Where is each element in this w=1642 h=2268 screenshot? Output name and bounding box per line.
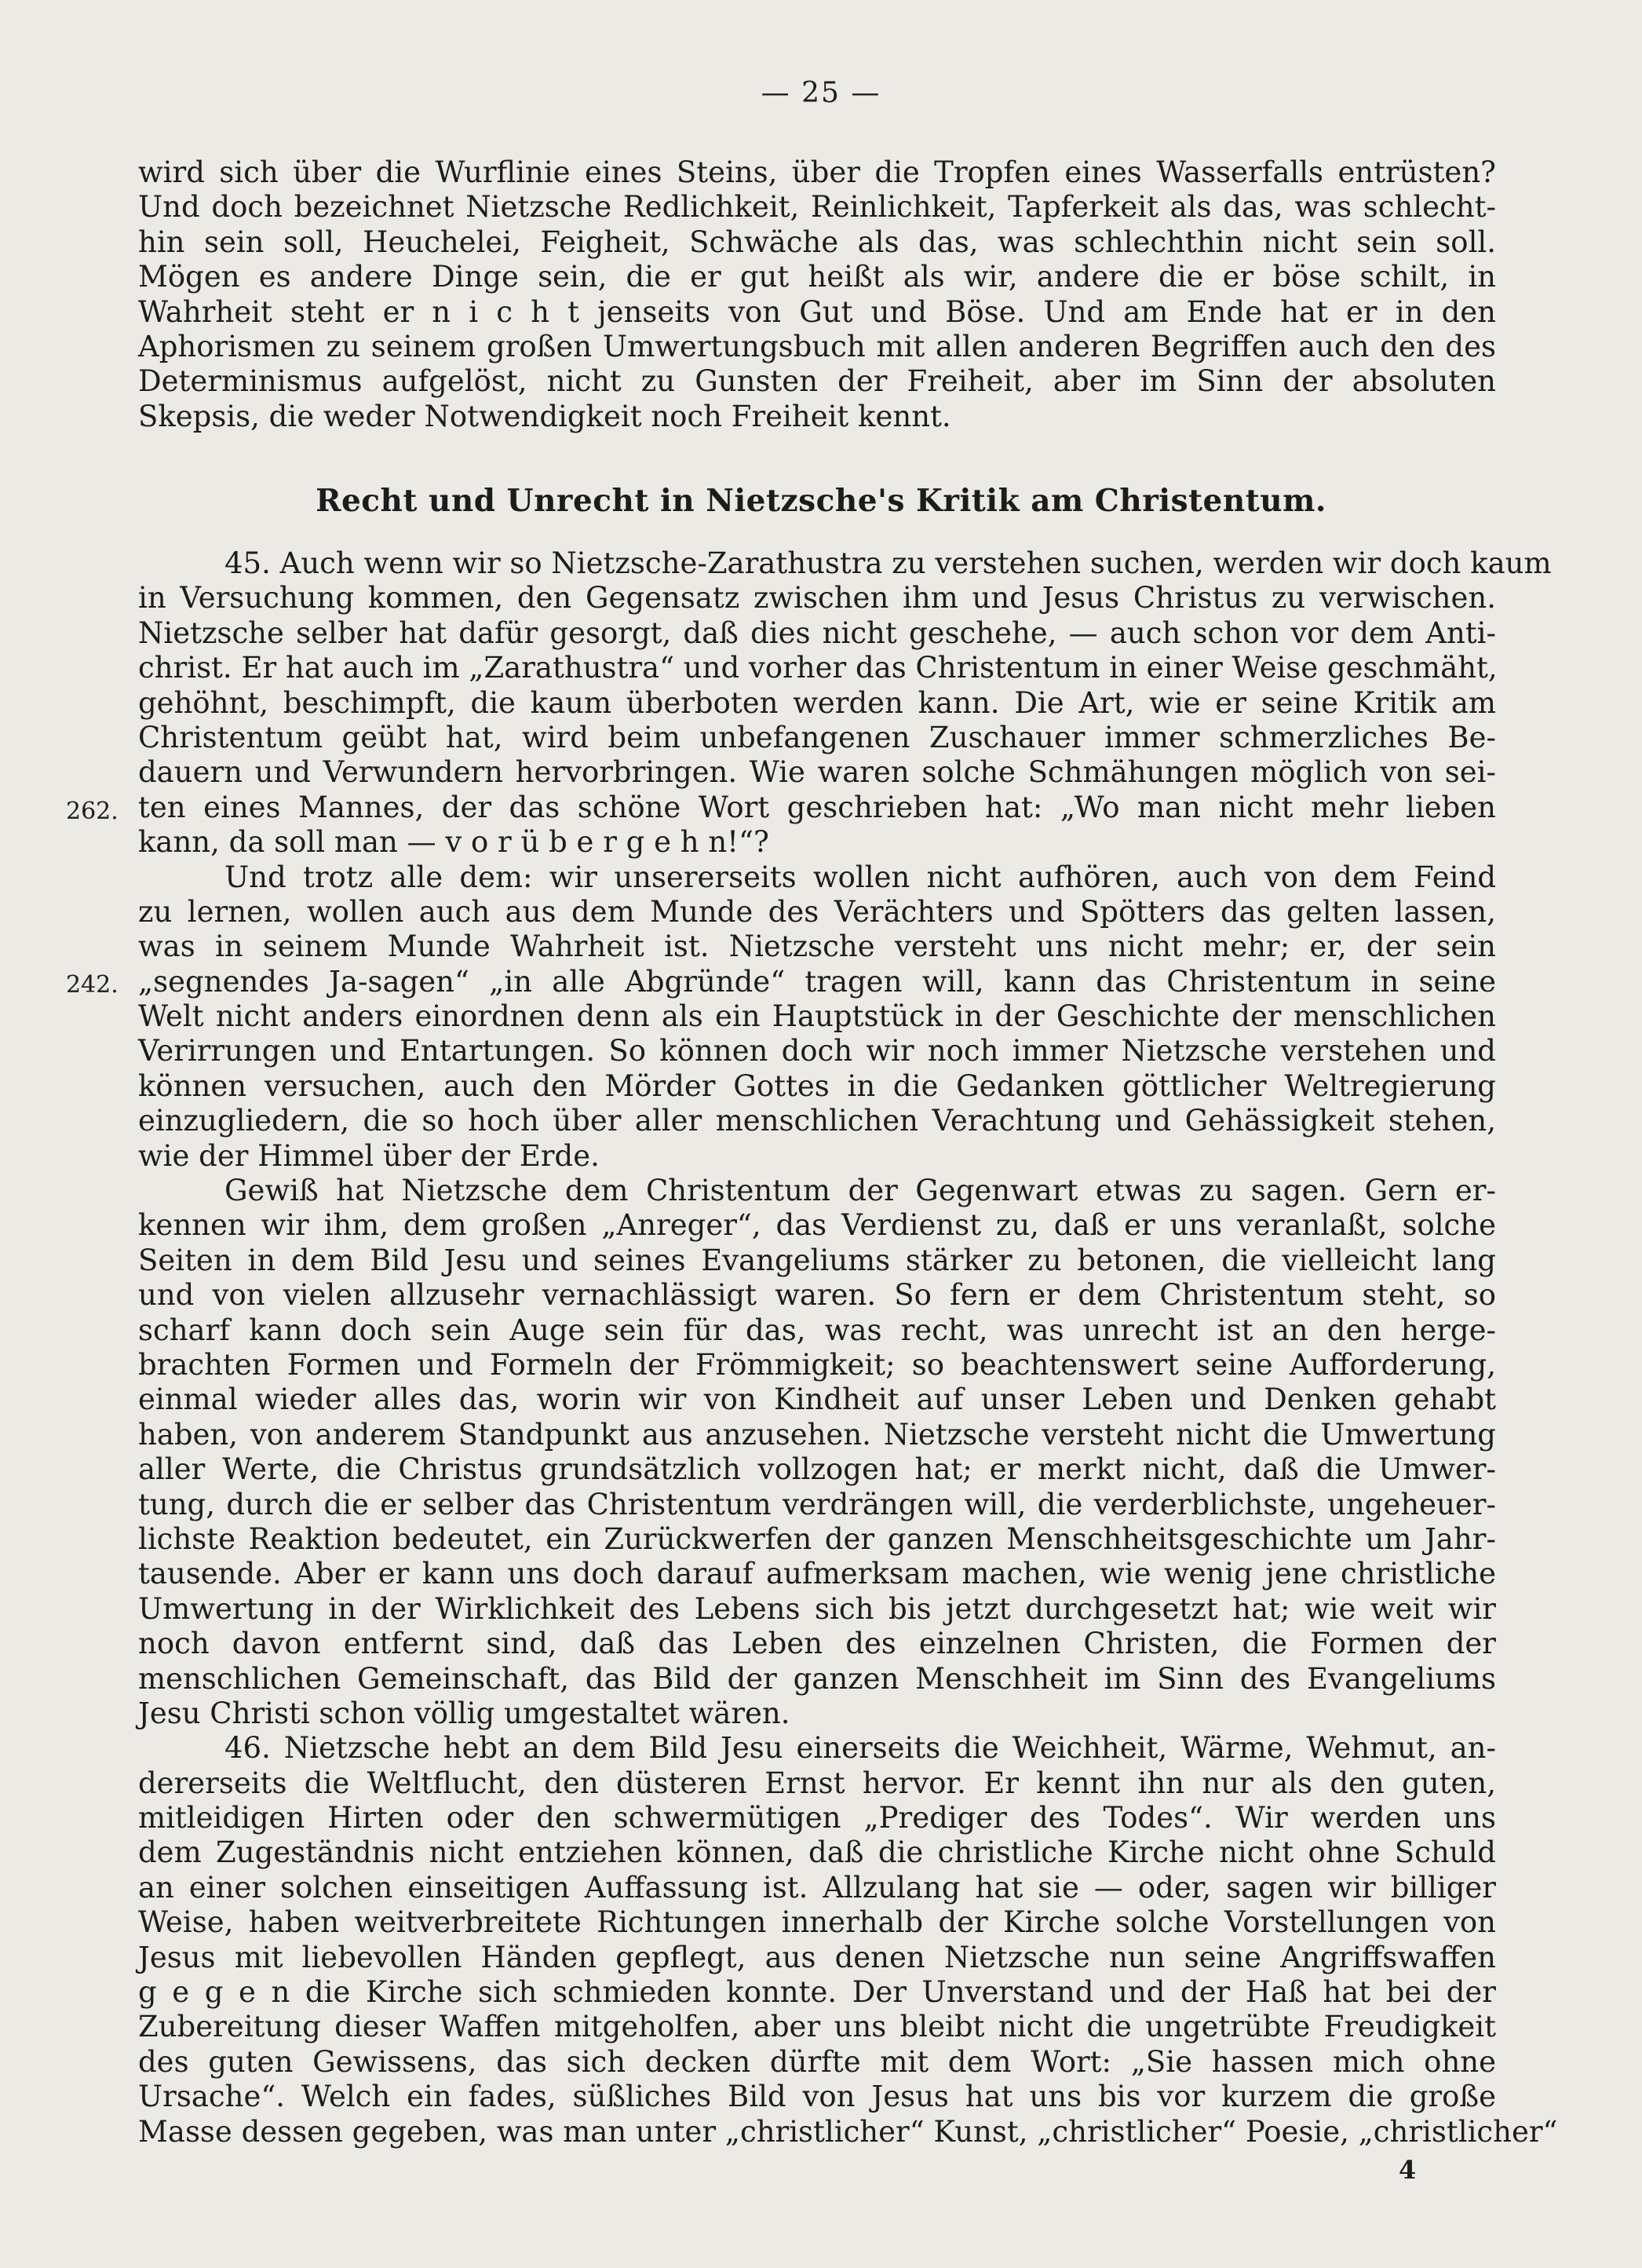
text-line: 45. Auch wenn wir so Nietzsche-Zarathustra zu verstehen suchen, werden wir doch kaum bbox=[224, 546, 1552, 580]
text-line: Gewiß hat Nietzsche dem Christentum der Gegenwart etwas zu sagen. Gern er- bbox=[224, 1174, 1496, 1208]
text-line: dererseits die Weltflucht, den düsteren Ernst hervor. Er kennt ihn nur als den guten, bbox=[138, 1766, 1496, 1800]
page-number: — 25 — bbox=[761, 77, 881, 109]
text-line: Wahrheit steht er n i c h t jenseits von Gut und Böse. Und am Ende hat er in den bbox=[138, 294, 1496, 329]
text-line: Weise, haben weitverbreitete Richtungen innerhalb der Kirche solche Vorstellungen von bbox=[138, 1905, 1496, 1940]
text-line: Ursache“. Welch ein fades, süßliches Bild von Jesus hat uns bis vor kurzem die große bbox=[138, 2080, 1496, 2114]
text-line: Christentum geübt hat, wird beim unbefangenen Zuschauer immer schmerzliches Be- bbox=[138, 720, 1496, 754]
text-line: einmal wieder alles das, worin wir von Kindheit auf unser Leben und Denken gehabt bbox=[138, 1382, 1496, 1417]
text-line: 46. Nietzsche hebt an dem Bild Jesu einerseits die Weichheit, Wärme, Wehmut, an- bbox=[224, 1731, 1496, 1766]
text-line: zu lernen, wollen auch aus dem Munde des Verächters und Spötters das gelten lassen, bbox=[138, 894, 1496, 929]
text-line: Determinismus aufgelöst, nicht zu Gunsten der Freiheit, aber im Sinn der absoluten bbox=[138, 364, 1496, 399]
signature-mark: 4 bbox=[1399, 2155, 1417, 2185]
text-line: tung, durch die er selber das Christentum verdrängen will, die verderblichste, ungeheuer- bbox=[138, 1487, 1496, 1521]
text-line: wie der Himmel über der Erde. bbox=[138, 1138, 600, 1173]
text-line: Welt nicht anders einordnen denn als ein Hauptstück in der Geschichte der menschlichen bbox=[138, 999, 1496, 1034]
text-line: noch davon entfernt sind, daß das Leben des einzelnen Christen, die Formen der bbox=[138, 1627, 1496, 1661]
text-line: Jesu Christi schon völlig umgestaltet wären. bbox=[138, 1696, 790, 1730]
text-line: tausende. Aber er kann uns doch darauf aufmerksam machen, wie wenig jene christliche bbox=[138, 1557, 1496, 1591]
text-line: Zubereitung dieser Waffen mitgeholfen, aber uns bleibt nicht die ungetrübte Freudigkeit bbox=[138, 2010, 1496, 2044]
text-line: was in seinem Munde Wahrheit ist. Nietzsche versteht uns nicht mehr; er, der sein bbox=[138, 929, 1496, 964]
margin-note: 242. bbox=[66, 971, 119, 999]
text-line: an einer solchen einseitigen Auffassung ist. Allzulang hat sie — oder, sagen wir billiger bbox=[138, 1870, 1496, 1905]
text-line: einzugliedern, die so hoch über aller menschlichen Verachtung und Gehässigkeit stehen, bbox=[138, 1104, 1496, 1138]
section-heading: Recht und Unrecht in Nietzsche's Kritik am Christentum. bbox=[316, 483, 1326, 519]
text-line: haben, von anderem Standpunkt aus anzusehen. Nietzsche versteht nicht die Umwertung bbox=[138, 1417, 1496, 1452]
text-line: Aphorismen zu seinem großen Umwertungsbuch mit allen anderen Begriffen auch den des bbox=[138, 329, 1496, 363]
text-line: dem Zugeständnis nicht entziehen können, daß die christliche Kirche nicht ohne Schuld bbox=[138, 1835, 1496, 1870]
text-line: und von vielen allzusehr vernachlässigt waren. So fern er dem Christentum steht, so bbox=[138, 1278, 1496, 1313]
text-line: hin sein soll, Heuchelei, Feigheit, Schwäche als das, was schlechthin nicht sein soll. bbox=[138, 225, 1496, 259]
text-line: Skepsis, die weder Notwendigkeit noch Freiheit kennt. bbox=[138, 399, 951, 433]
text-line: Jesus mit liebevollen Händen gepflegt, aus denen Nietzsche nun seine Angriffswaffen bbox=[138, 1940, 1496, 1974]
text-line: ten eines Mannes, der das schöne Wort geschrieben hat: „Wo man nicht mehr lieben bbox=[138, 790, 1496, 824]
text-line: mitleidigen Hirten oder den schwermütigen „Prediger des Todes“. Wir werden uns bbox=[138, 1801, 1496, 1835]
text-line: Und trotz alle dem: wir unsererseits wollen nicht aufhören, auch von dem Feind bbox=[224, 860, 1496, 894]
text-line: Verirrungen und Entartungen. So können doch wir noch immer Nietzsche verstehen und bbox=[138, 1034, 1496, 1068]
text-line: g e g e n die Kirche sich schmieden konnte. Der Unverstand und der Haß hat bei der bbox=[138, 1975, 1496, 2010]
text-line: Umwertung in der Wirklichkeit des Lebens sich bis jetzt durchgesetzt hat; wie weit wir bbox=[138, 1591, 1496, 1626]
text-line: menschlichen Gemeinschaft, das Bild der ganzen Menschheit im Sinn des Evangeliums bbox=[138, 1661, 1496, 1696]
text-line: Masse dessen gegeben, was man unter „christlicher“ Kunst, „christlicher“ Poesie, „christlicher“ bbox=[138, 2114, 1558, 2149]
text-line: wird sich über die Wurflinie eines Steins, über die Tropfen eines Wasserfalls entrüsten? bbox=[138, 155, 1496, 189]
text-line: lichste Reaktion bedeutet, ein Zurückwerfen der ganzen Menschheitsgeschichte um Jahr- bbox=[138, 1521, 1496, 1556]
text-line: brachten Formen und Formeln der Frömmigkeit; so beachtenswert seine Aufforderung, bbox=[138, 1347, 1496, 1382]
text-line: Und doch bezeichnet Nietzsche Redlichkeit, Reinlichkeit, Tapferkeit als das, was schlecht- bbox=[138, 190, 1496, 225]
text-line: „segnendes Ja-sagen“ „in alle Abgründe“ tragen will, kann das Christentum in seine bbox=[138, 964, 1496, 999]
intro-paragraph bbox=[138, 155, 1496, 434]
text-line: kennen wir ihm, dem großen „Anreger“, das Verdienst zu, daß er uns veranlaßt, solche bbox=[138, 1208, 1496, 1243]
text-line: scharf kann doch sein Auge sein für das, was recht, was unrecht ist an den herge- bbox=[138, 1313, 1496, 1347]
text-line: Nietzsche selber hat dafür gesorgt, daß dies nicht geschehe, — auch schon vor dem Anti- bbox=[138, 615, 1496, 650]
text-line: christ. Er hat auch im „Zarathustra“ und vorher das Christentum in einer Weise geschmäht, bbox=[138, 651, 1498, 685]
margin-note: 262. bbox=[66, 798, 119, 825]
text-line: des guten Gewissens, das sich decken dürfte mit dem Wort: „Sie hassen mich ohne bbox=[138, 2044, 1496, 2079]
text-line: dauern und Verwundern hervorbringen. Wie waren solche Schmähungen möglich von sei- bbox=[138, 755, 1496, 790]
text-line: kann, da soll man — v o r ü b e r g e h n!“? bbox=[138, 825, 769, 860]
text-line: Seiten in dem Bild Jesu und seines Evangeliums stärker zu betonen, die vielleicht lang bbox=[138, 1243, 1496, 1277]
text-line: gehöhnt, beschimpft, die kaum überboten werden kann. Die Art, wie er seine Kritik am bbox=[138, 685, 1496, 720]
text-line: können versuchen, auch den Mörder Gottes in die Gedanken göttlicher Weltregierung bbox=[138, 1068, 1496, 1103]
text-line: aller Werte, die Christus grundsätzlich vollzogen hat; er merkt nicht, daß die Umwer- bbox=[138, 1452, 1496, 1487]
text-line: Mögen es andere Dinge sein, die er gut heißt als wir, andere die er böse schilt, in bbox=[138, 260, 1496, 294]
body-text bbox=[138, 546, 1558, 2149]
text-line: in Versuchung kommen, den Gegensatz zwischen ihm und Jesus Christus zu verwischen. bbox=[138, 581, 1496, 615]
